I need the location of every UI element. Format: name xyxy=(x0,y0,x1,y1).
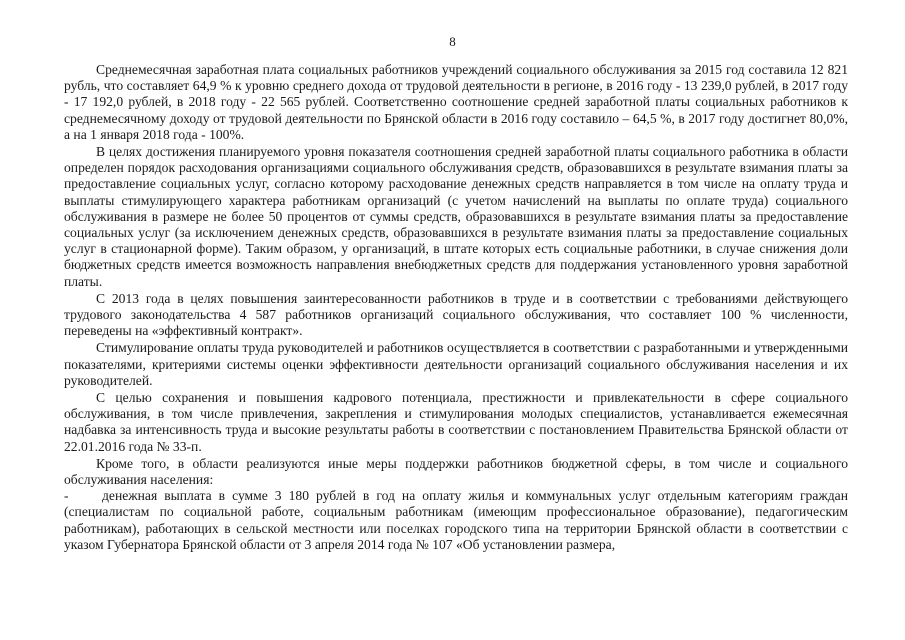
page-number: 8 xyxy=(449,34,456,49)
paragraph-salary-target: В целях достижения планируемого уровня показателя соотношения средней заработной платы социального работника в области определен порядок расходования организациями социального обслуживания средств, образовавшихся в результате взимания платы за предоставление социальных услуг, согласно которому расходование денежных средств направляется в том числе на оплату труда и выплаты стимулирующего характера работникам организаций (с учетом начислений на выплаты по оплате труда) социального обслуживания в размере не более 50 процентов от суммы средств, образовавшихся в результате взимания платы за предоставление социальных услуг (за исключением денежных средств, образовавшихся в результате взимания платы за предоставление социальных услуг в стационарной форме). Таким образом, у организаций, в штате которых есть социальные работники, в случае снижения доли бюджетных средств имеется возможность направления внебюджетных средств для поддержания установленного уровня заработной платы. xyxy=(64,144,848,289)
paragraph-effective-contract: С 2013 года в целях повышения заинтересованности работников в труде и в соответствии с требованиями действующего трудового законодательства 4 587 работников организаций социального обслуживания, что составляет 100 % численности, переведены на «эффективный контракт». xyxy=(64,290,848,339)
list-item xyxy=(64,488,848,553)
document-body xyxy=(64,62,848,553)
paragraph-stimulation: Стимулирование оплаты труда руководителей и работников осуществляется в соответствии с разработанными и утвержденными показателями, критериями системы оценки эффективности деятельности организаций социального обслуживания населения и их руководителей. xyxy=(64,340,848,388)
list-bullet: - xyxy=(64,488,69,504)
list-item-text: денежная выплата в сумме 3 180 рублей в год на оплату жилья и коммунальных услуг отдельным категориям граждан (специалистам по социальной работе, социальным работникам (имеющим профессиональное образование), педагогическим работникам), работающих в сельской местности или поселках городского типа на территории Брянской области в соответствии с указом Губернатора Брянской области от 3 апреля 2014 года № 107 «Об установлении размера, xyxy=(64,488,848,552)
paragraph-personnel-potential: С целью сохранения и повышения кадрового потенциала, престижности и привлекательности в сфере социального обслуживания, в том числе привлечения, закрепления и стимулирования молодых специалистов, устанавливается ежемесячная надбавка за интенсивность труда и высокие результаты работы в соответствии с постановлением Правительства Брянской области от 22.01.2016 года № 33-п. xyxy=(64,390,848,454)
paragraph-average-salary: Среднемесячная заработная плата социальных работников учреждений социального обслуживания за 2015 год составила 12 821 рубль, что составляет 64,9 % к уровню среднего дохода от трудовой деятельности в регионе, в 2016 году - 13 239,0 рублей, в 2017 году - 17 192,0 рублей, в 2018 году - 22 565 рублей. Соответственно соотношение средней заработной платы социальных работников к среднемесячному доходу от трудовой деятельности по Брянской области в 2016 году составило – 64,5 %, в 2017 году достигнет 80,0%, а на 1 января 2018 года - 100%. xyxy=(64,62,848,142)
paragraph-support-measures: Кроме того, в области реализуются иные меры поддержки работников бюджетной сферы, в том числе и социального обслуживания населения: xyxy=(64,455,848,488)
